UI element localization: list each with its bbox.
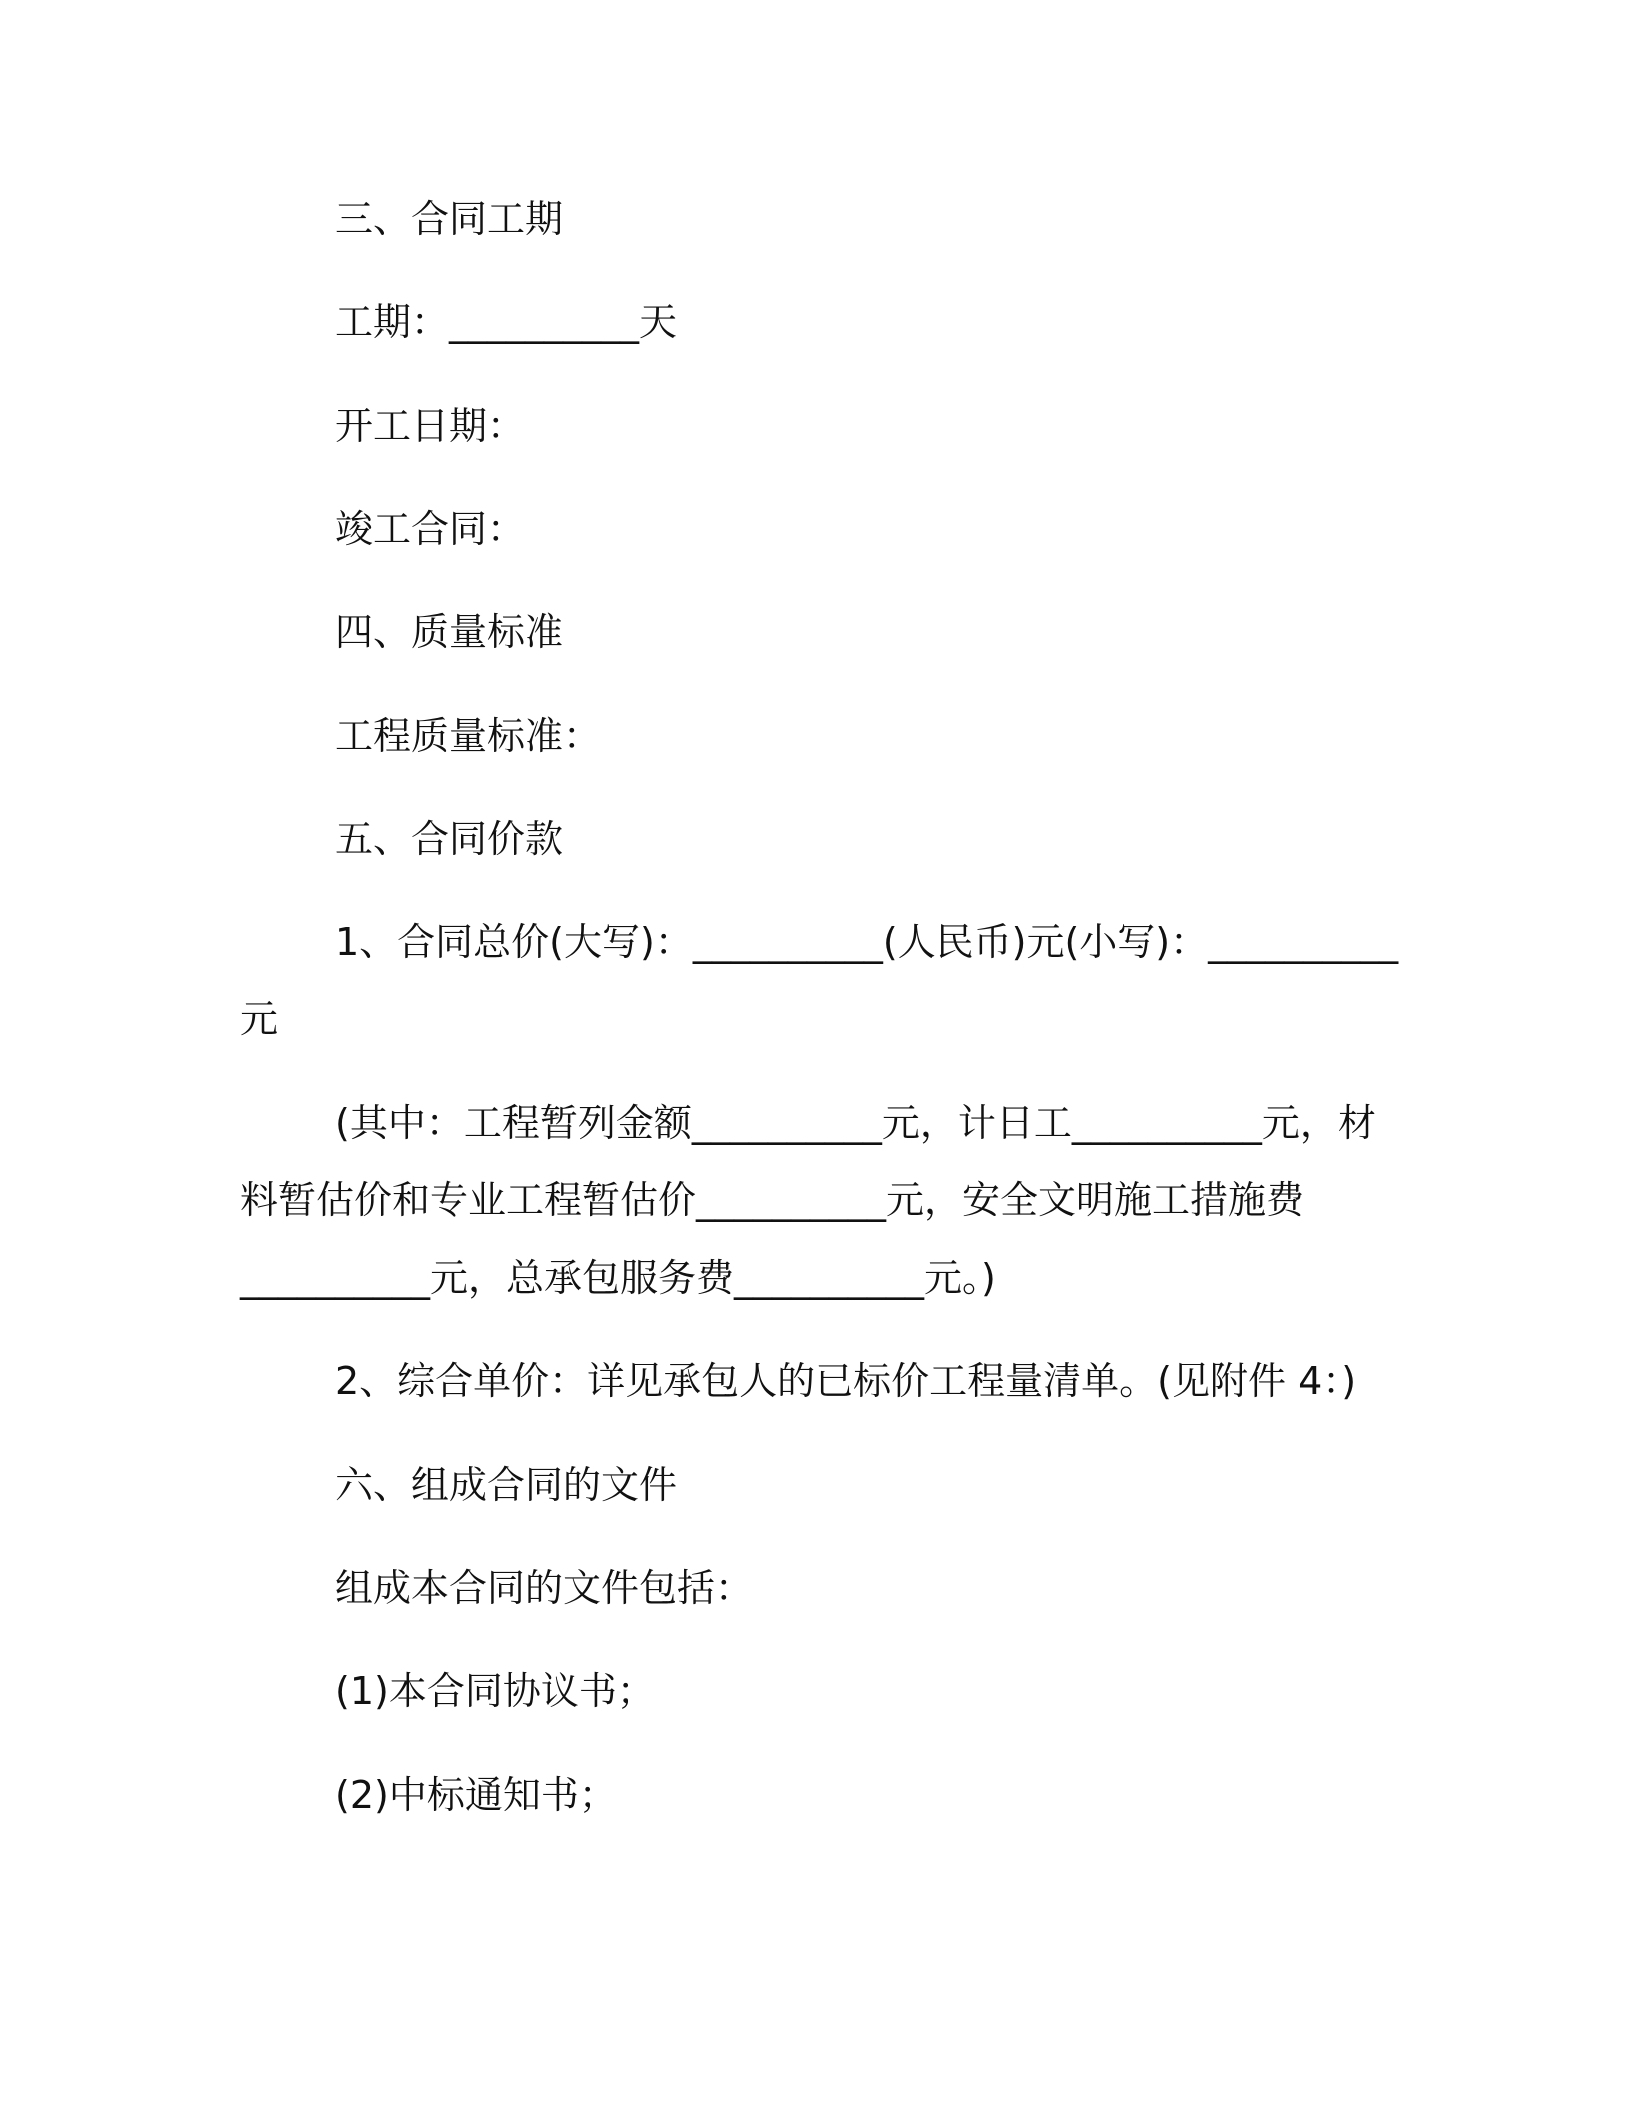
price-breakdown-line-3: __________元，总承包服务费__________元。) [240,1256,996,1300]
unit-price-line: 2、综合单价：详见承包人的已标价工程量清单。(见附件 4：) [335,1359,1357,1403]
contract-document-item-1: (1)本合同协议书； [335,1669,655,1713]
section-heading-6: 六、组成合同的文件 [335,1463,678,1507]
price-breakdown-line-2: 料暂估价和专业工程暂估价__________元，安全文明施工措施费 [240,1178,1305,1222]
total-price-line: 1、合同总价(大写)：__________(人民币)元(小写)：__________ [335,920,1399,964]
section-heading-5: 五、合同价款 [335,817,564,861]
duration-field: 工期：__________天 [335,300,678,344]
section-heading-4: 四、质量标准 [335,610,564,654]
start-date-field: 开工日期： [335,404,526,448]
completion-field: 竣工合同： [335,507,526,551]
price-breakdown-line-1: (其中：工程暂列金额__________元，计日工__________元，材 [335,1101,1376,1145]
contract-document-item-2: (2)中标通知书； [335,1773,617,1817]
section-heading-3: 三、合同工期 [335,197,564,241]
contract-documents-intro: 组成本合同的文件包括： [335,1566,754,1610]
quality-standard-field: 工程质量标准： [335,714,602,758]
total-price-line-cont: 元 [240,997,279,1041]
